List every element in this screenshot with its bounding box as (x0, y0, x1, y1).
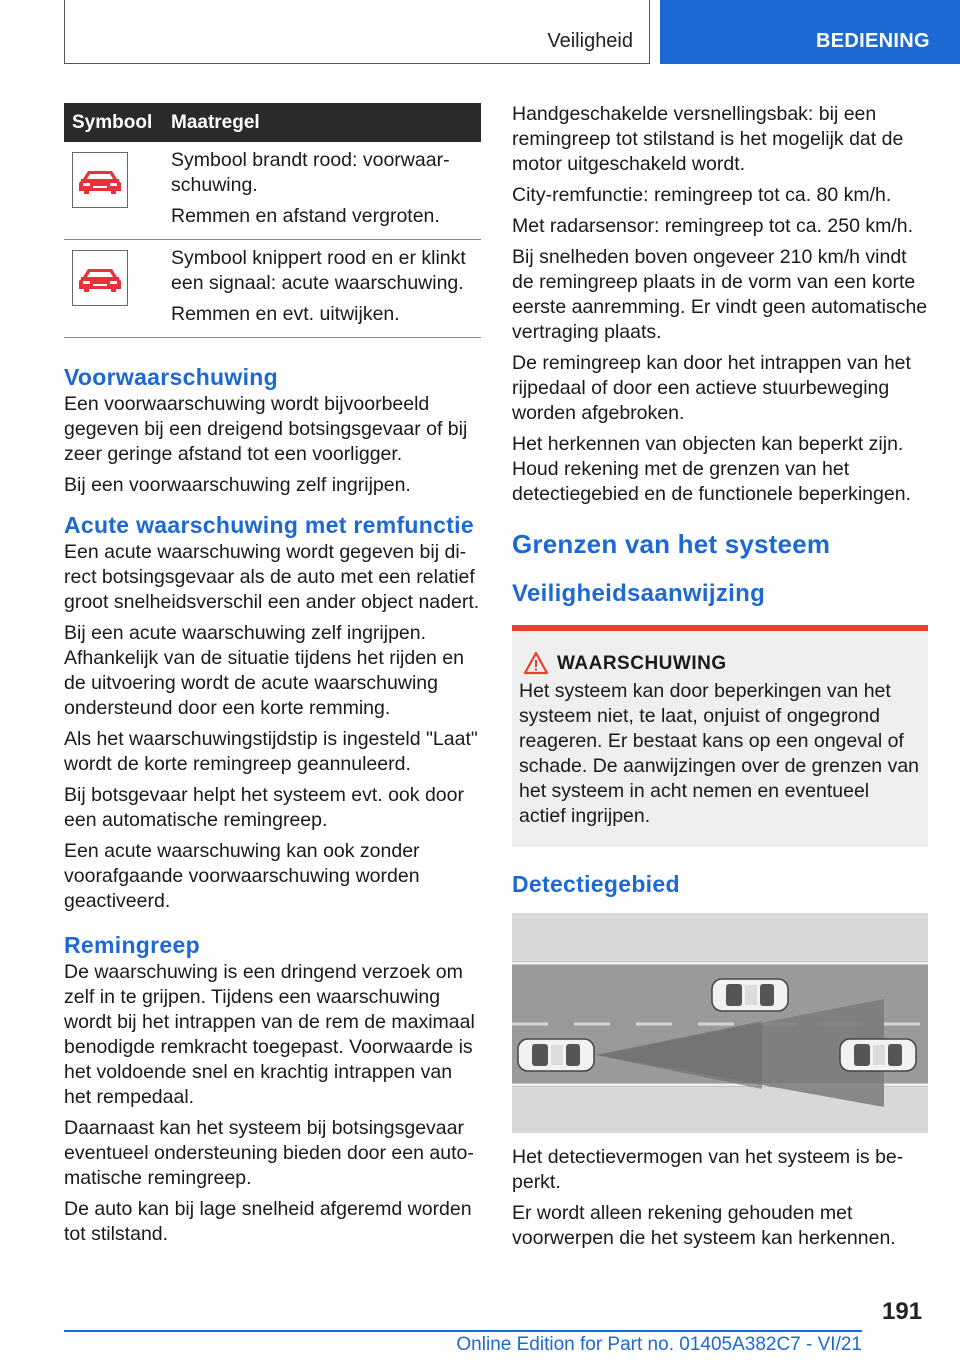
detection-area-illustration (512, 913, 928, 1133)
table-cell-icon (64, 240, 171, 338)
heading-remingreep: Remingreep (64, 932, 200, 958)
paragraph: Daarnaast kan het systeem bij botsingsgevaar eventueel ondersteuning bieden door een automatische remingreep. (64, 1117, 474, 1189)
table-row1-line2: Remmen en afstand vergroten. (171, 205, 440, 227)
table-head-symbol: Symbool (64, 103, 171, 142)
heading-detectiegebied: Detectiegebied (512, 871, 680, 897)
table-header-row (64, 103, 481, 142)
table-cell-text (171, 142, 481, 240)
header-chapter-label: BEDIENING (816, 30, 930, 52)
table-row2-line2: Remmen en evt. uitwijken. (171, 303, 400, 325)
paragraph: De auto kan bij lage snelheid afgeremd worden tot stilstand. (64, 1198, 472, 1245)
table-head-action: Maatregel (171, 103, 481, 142)
symbol-table (64, 103, 481, 338)
paragraph: Het detectievermogen van het systeem is beperkt. (512, 1146, 904, 1193)
paragraph: Als het waarschuwingstijdstip is ingesteld "Laat" wordt de korte remingreep geannuleerd. (64, 728, 478, 775)
right-column (512, 102, 928, 1257)
header-frame (64, 0, 650, 64)
warning-title-text: WAARSCHUWING (557, 653, 727, 674)
heading-voorwaarschuwing: Voorwaarschuwing (64, 364, 278, 390)
left-column (64, 103, 481, 1253)
page-number: 191 (882, 1298, 923, 1325)
warning-triangle-icon (523, 651, 549, 675)
warning-text: Het systeem kan door beperkingen van het systeem niet, te laat, onjuist of ongegrond reageren. Er bestaat kans op een ongeval of schade. De aanwijzingen over de grenzen van het systeem in acht nemen en eventueel actief ingrijpen. (519, 680, 920, 827)
paragraph: Bij een acute waarschuwing zelf ingrijpen. Afhankelijk van de situatie tijdens het rijden en de uitvoering wordt de acute waarschuwing ondersteund door een korte remming. (64, 622, 464, 719)
table-row2-line1: Symbool knippert rood en er klinkt een signaal: acute waarschuwing. (171, 247, 466, 294)
paragraph: Het herkennen van objecten kan beperkt zijn. Houd rekening met de grenzen van het detectiegebied en de functionele beperkingen. (512, 433, 911, 505)
paragraph: De remingreep kan door het intrappen van het rijpedaal of door een actieve stuurbeweging worden afgebroken. (512, 352, 911, 424)
header-chapter-tab[interactable] (660, 0, 960, 64)
table-row1-line1: Symbool brandt rood: voorwaarschuwing. (171, 149, 450, 196)
paragraph: Bij botsgevaar helpt het systeem evt. ook door een automatische remingreep. (64, 784, 464, 831)
header-section-title: Veiligheid (547, 30, 633, 52)
paragraph: Er wordt alleen rekening gehouden met voorwerpen die het systeem kan herkennen. (512, 1202, 896, 1249)
paragraph: Bij snelheden boven ongeveer 210 km/h vindt de remingreep plaats in de vorm van een korte eerste aanremming. Er vindt geen automatische vertraging plaats. (512, 246, 928, 343)
paragraph: City-remfunctie: remingreep tot ca. 80 km/h. (512, 184, 892, 206)
heading-grenzen-systeem: Grenzen van het systeem (512, 529, 831, 559)
heading-veiligheidsaanwijzing: Veiligheidsaanwijzing (512, 580, 766, 607)
warning-box (512, 625, 928, 847)
car-front-warning-icon (72, 152, 128, 208)
paragraph: Met radarsensor: remingreep tot ca. 250 km/h. (512, 215, 914, 237)
car-front-warning-icon (72, 250, 128, 306)
footer-edition: Online Edition for Part no. 01405A382C7 - VI/21 (456, 1334, 862, 1355)
heading-acute-waarschuwing: Acute waarschuwing met remfunctie (64, 512, 474, 538)
table-row (64, 142, 481, 240)
warning-title (557, 653, 920, 675)
footer-divider (64, 1330, 862, 1332)
paragraph: Bij een voorwaarschuwing zelf ingrijpen. (64, 474, 411, 496)
paragraph: Handgeschakelde versnellingsbak: bij een remingreep tot stilstand is het mogelijk dat de motor uitgeschakeld wordt. (512, 103, 904, 175)
table-cell-icon (64, 142, 171, 240)
table-cell-text (171, 240, 481, 338)
paragraph: Een acute waarschuwing wordt gegeven bij direct botsingsgevaar als de auto met een relatief groot snelheidsverschil een ander object nadert. (64, 541, 480, 613)
paragraph: Een acute waarschuwing kan ook zonder voorafgaande voorwaarschuwing worden geactiveerd. (64, 840, 420, 912)
paragraph: Een voorwaarschuwing wordt bijvoorbeeld gegeven bij een dreigend botsingsgevaar of bij zeer geringe afstand tot een voorligger. (64, 393, 468, 465)
paragraph: De waarschuwing is een dringend verzoek om zelf in te grijpen. Tijdens een waarschuwing wordt bij het intrappen van de rem de maximaal benodigde remkracht toegepast. Voorwaarde is het voldoende snel en krachtig intrappen van het rempedaal. (64, 961, 475, 1108)
table-row (64, 240, 481, 338)
